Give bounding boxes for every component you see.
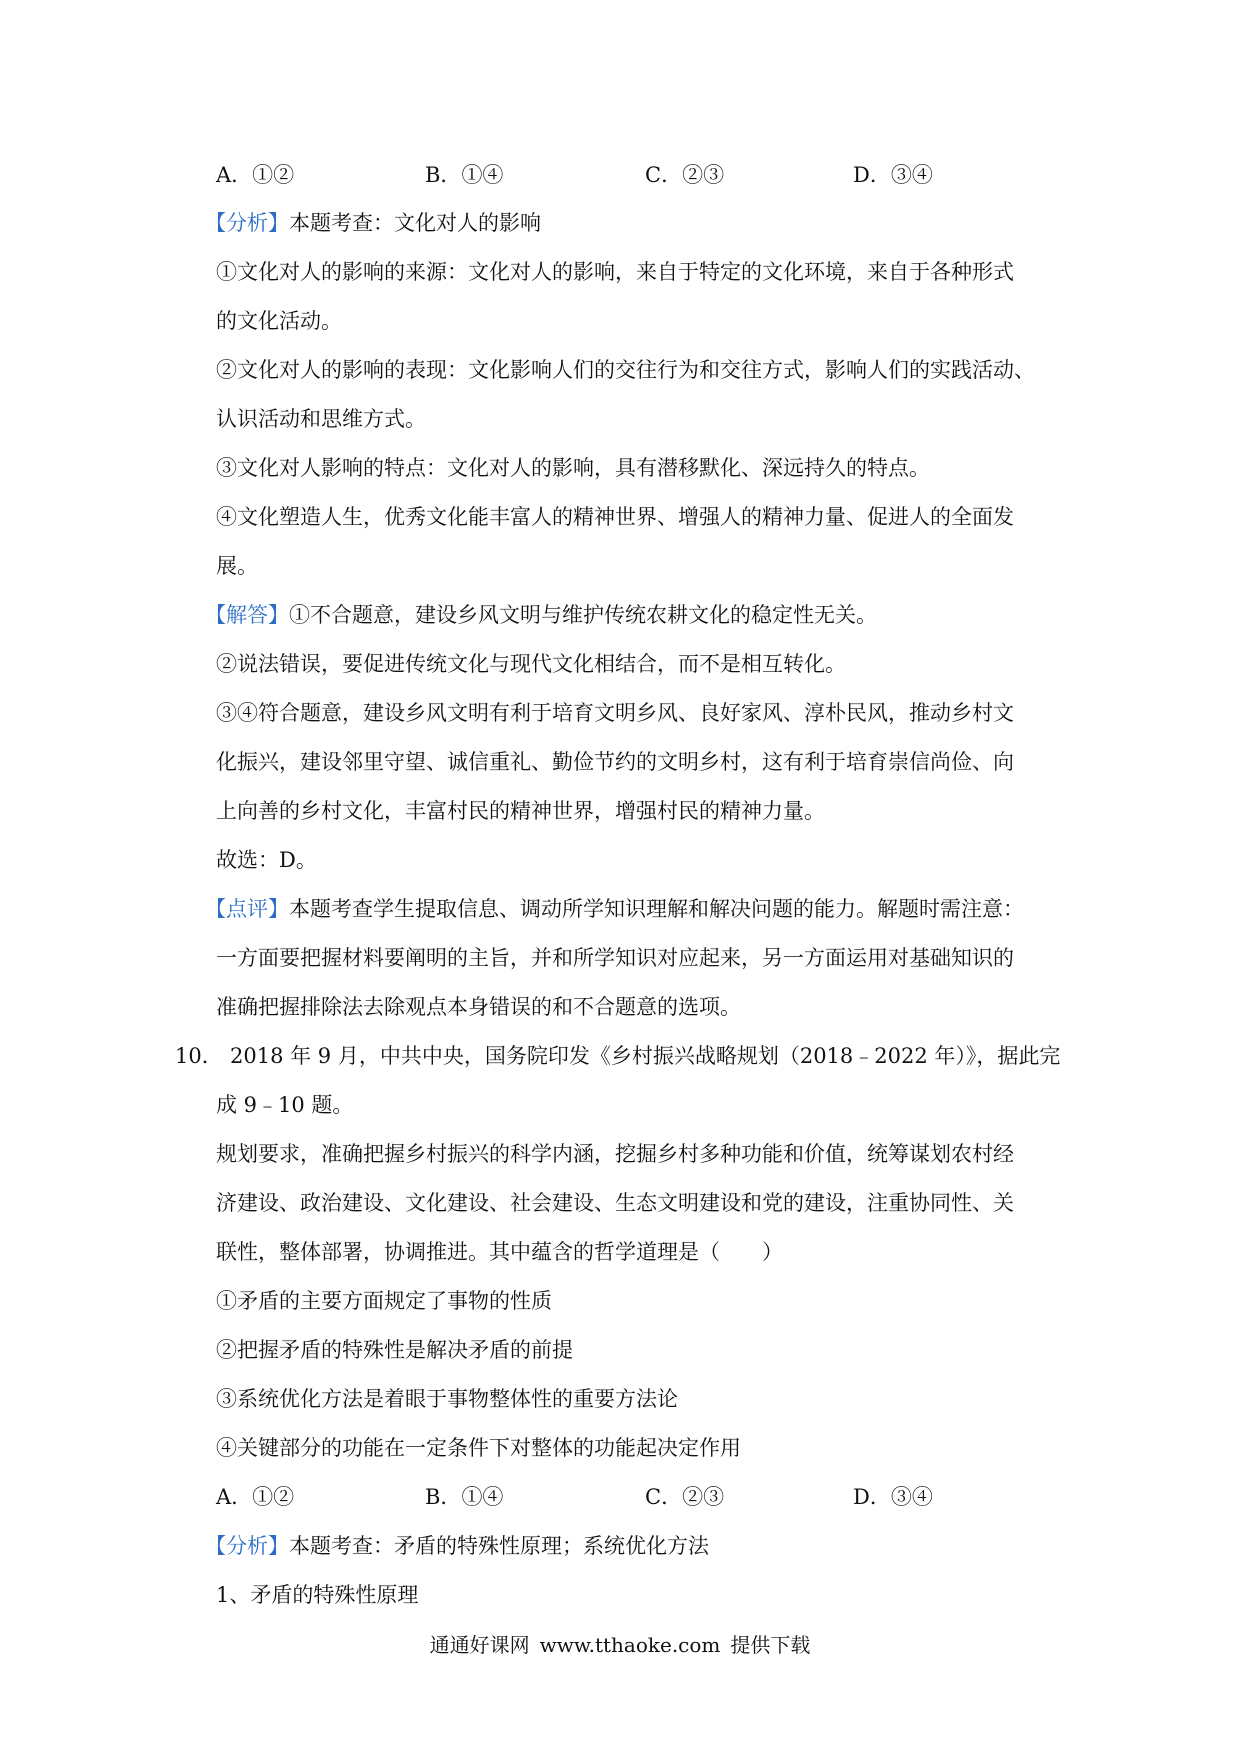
q10-stem-line: 联性，整体部署，协调推进。其中蕴含的哲学道理是（ ） [216, 1240, 783, 1264]
page-footer [0, 1630, 1240, 1660]
q9-option-b: B．①④ [425, 163, 504, 187]
q9-comment-line: 准确把握排除法去除观点本身错误的和不合题意的选项。 [216, 995, 741, 1019]
answer-tag: 【解答】 [205, 603, 289, 627]
q9-analysis-line: ②文化对人的影响的表现：文化影响人们的交往行为和交往方式，影响人们的实践活动、 [216, 358, 1035, 382]
q10-statement: ④关键部分的功能在一定条件下对整体的功能起决定作用 [216, 1436, 741, 1460]
q9-option-a: A．①② [216, 163, 295, 187]
q10-analysis-line: 1、矛盾的特殊性原理 [216, 1583, 419, 1607]
q9-answer-line: 上向善的乡村文化，丰富村民的精神世界，增强村民的精神力量。 [216, 799, 825, 823]
q10-statement: ①矛盾的主要方面规定了事物的性质 [216, 1289, 552, 1313]
footer-site-name: 通通好课网 [429, 1633, 530, 1657]
q9-analysis-line: ③文化对人影响的特点：文化对人的影响，具有潜移默化、深远持久的特点。 [216, 456, 930, 480]
q10-option-a: A．①② [216, 1485, 295, 1509]
q10-stem-line: 2018 年 9 月，中共中央，国务院印发《乡村振兴战略规划（2018﹣2022 年）》，据此完 [230, 1044, 1061, 1068]
q9-option-c: C．②③ [645, 163, 725, 187]
q9-comment-heading: 【点评】本题考查学生提取信息、调动所学知识理解和解决问题的能力。解题时需注意： [205, 897, 1024, 921]
q9-option-d: D．③④ [853, 163, 933, 187]
q9-answer-selection: 故选：D。 [216, 848, 317, 872]
q9-comment-line: 一方面要把握材料要阐明的主旨，并和所学知识对应起来，另一方面运用对基础知识的 [216, 946, 1014, 970]
q9-analysis-line: 的文化活动。 [216, 309, 342, 333]
q9-answer-heading: 【解答】①不合题意，建设乡风文明与维护传统农耕文化的稳定性无关。 [205, 603, 877, 627]
q9-analysis-line: 认识活动和思维方式。 [216, 407, 426, 431]
q9-answer-line: 化振兴，建设邻里守望、诚信重礼、勤俭节约的文明乡村，这有利于培育崇信尚俭、向 [216, 750, 1014, 774]
q10-option-b: B．①④ [425, 1485, 504, 1509]
comment-tag: 【点评】 [205, 897, 289, 921]
q9-analysis-line: ①文化对人的影响的来源：文化对人的影响，来自于特定的文化环境，来自于各种形式 [216, 260, 1014, 284]
footer-note: 提供下载 [730, 1633, 811, 1657]
q9-analysis-heading: 【分析】本题考查：文化对人的影响 [205, 211, 541, 235]
q10-analysis-heading: 【分析】本题考查：矛盾的特殊性原理；系统优化方法 [205, 1534, 709, 1558]
analysis-tag: 【分析】 [205, 1534, 289, 1558]
q10-number: 10． [175, 1044, 223, 1068]
q9-answer-line: ③④符合题意，建设乡风文明有利于培育文明乡风、良好家风、淳朴民风，推动乡村文 [216, 701, 1014, 725]
q9-analysis-line: ④文化塑造人生，优秀文化能丰富人的精神世界、增强人的精神力量、促进人的全面发 [216, 505, 1014, 529]
q10-statement: ③系统优化方法是着眼于事物整体性的重要方法论 [216, 1387, 678, 1411]
q10-stem-line: 济建设、政治建设、文化建设、社会建设、生态文明建设和党的建设，注重协同性、关 [216, 1191, 1014, 1215]
q10-option-c: C．②③ [645, 1485, 725, 1509]
q10-stem-line: 规划要求，准确把握乡村振兴的科学内涵，挖掘乡村多种功能和价值，统筹谋划农村经 [216, 1142, 1014, 1166]
footer-url: www.tthaoke.com [539, 1633, 721, 1657]
analysis-tag: 【分析】 [205, 211, 289, 235]
q10-option-d: D．③④ [853, 1485, 933, 1509]
q9-answer-line: ②说法错误，要促进传统文化与现代文化相结合，而不是相互转化。 [216, 652, 846, 676]
q10-statement: ②把握矛盾的特殊性是解决矛盾的前提 [216, 1338, 573, 1362]
q9-analysis-line: 展。 [216, 554, 258, 578]
q10-stem-line: 成 9﹣10 题。 [216, 1093, 354, 1117]
